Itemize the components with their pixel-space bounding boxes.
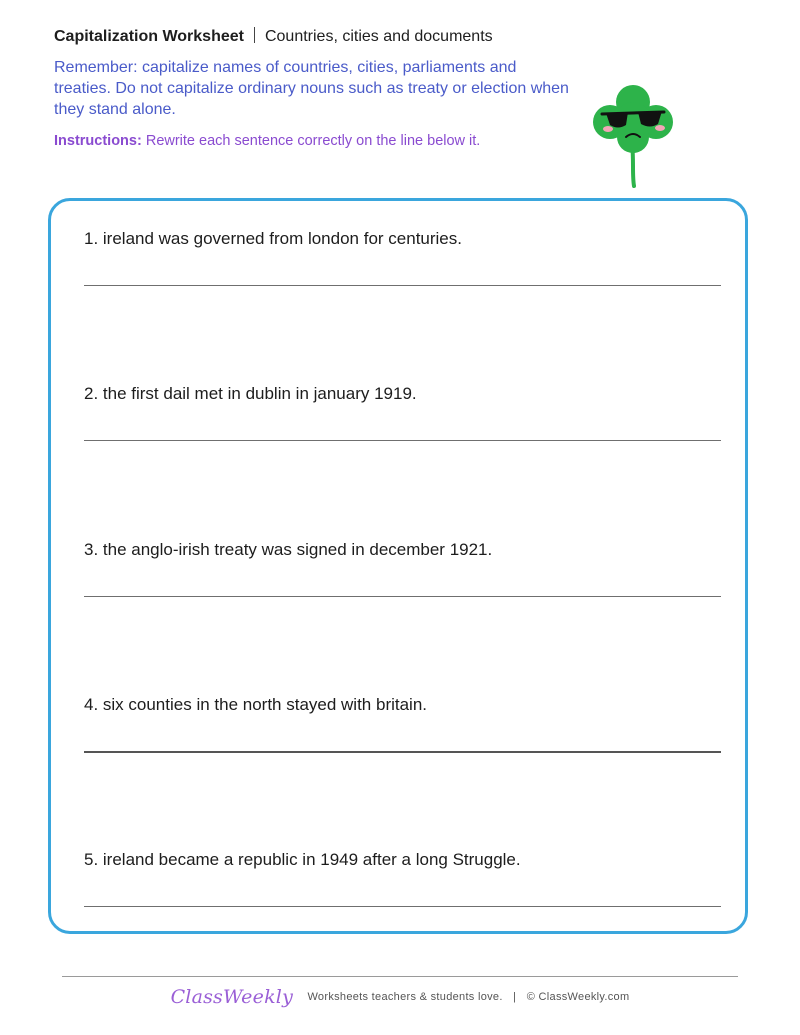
worksheet-header (54, 26, 574, 151)
sentence-3: 3. the anglo-irish treaty was signed in december 1921. (84, 540, 493, 559)
remember-note: Remember: capitalize names of countries, cities, parliaments and treaties. Do not capitalize ordinary nouns such as treaty or election when they stand alone. (54, 59, 569, 118)
footer-copyright: © ClassWeekly.com (526, 991, 630, 1003)
title-row (54, 26, 574, 48)
footer-divider (62, 976, 738, 977)
exercise-card (48, 198, 748, 934)
instructions-text: Rewrite each sentence correctly on the line below it. (145, 133, 481, 149)
answer-line-4[interactable] (84, 751, 721, 753)
footer-tagline: Worksheets teachers & students love. (307, 991, 503, 1003)
exercise-item-3 (84, 539, 721, 561)
sentence-1: 1. ireland was governed from london for centuries. (84, 229, 462, 248)
exercise-item-1 (84, 228, 721, 250)
exercise-item-4 (84, 694, 721, 716)
title-divider (254, 27, 255, 43)
instructions-label: Instructions: (54, 133, 142, 149)
answer-line-1[interactable] (84, 285, 721, 286)
brand-logo: ClassWeekly (170, 986, 293, 1008)
sentence-2: 2. the first dail met in dublin in january 1919. (84, 384, 417, 403)
exercise-item-5 (84, 849, 721, 871)
worksheet-title: Capitalization Worksheet (54, 28, 244, 45)
sentence-5: 5. ireland became a republic in 1949 after a long Struggle. (84, 850, 521, 869)
answer-line-5[interactable] (84, 906, 721, 907)
answer-line-3[interactable] (84, 596, 721, 597)
worksheet-subtitle: Countries, cities and documents (264, 28, 493, 45)
answer-line-2[interactable] (84, 440, 721, 441)
clover-with-sunglasses-icon (588, 82, 678, 192)
footer-separator: | (513, 991, 517, 1003)
sentence-4: 4. six counties in the north stayed with britain. (84, 695, 428, 714)
exercise-item-2 (84, 383, 721, 405)
footer (0, 986, 800, 1008)
instructions (54, 132, 574, 151)
